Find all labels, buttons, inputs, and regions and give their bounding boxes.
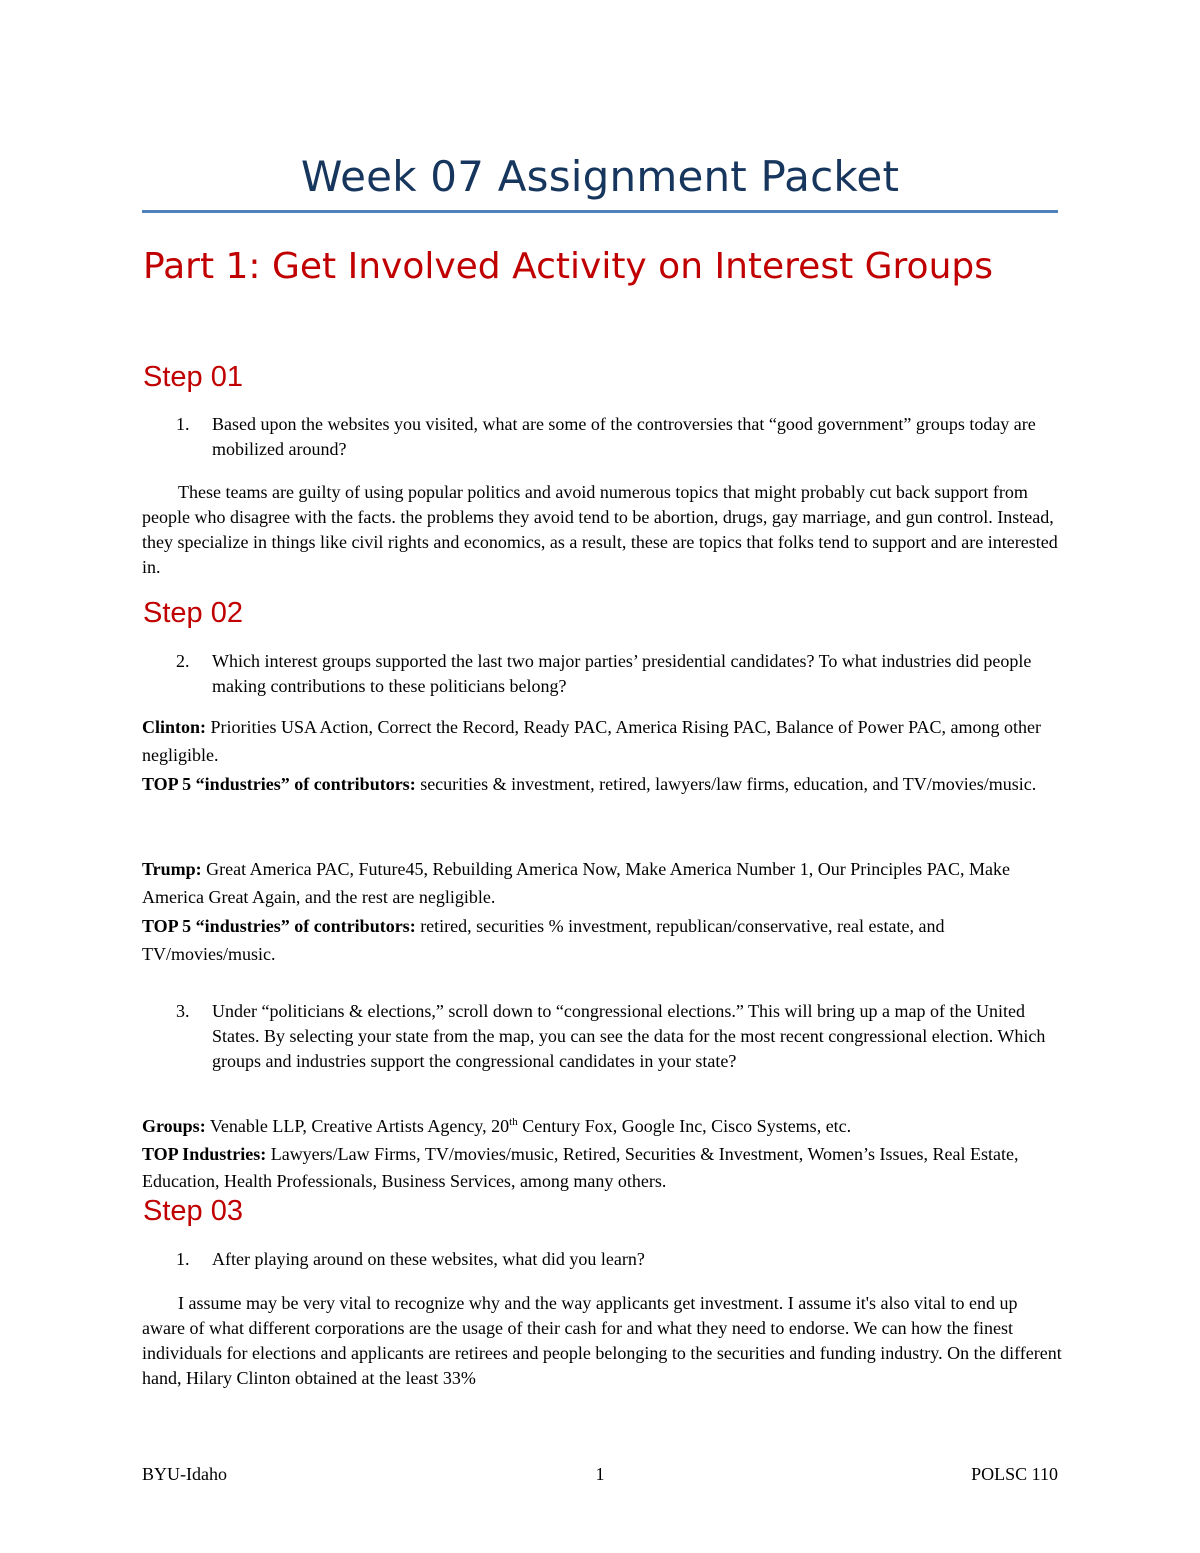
question-text: Under “politicians & elections,” scroll down to “congressional elections.” This will bring up a map of the United States. By selecting your state from the map, you can see the data for the most recent congressional election. Which groups and industries support the congressional candidates in your state? xyxy=(212,1001,1046,1071)
part1-heading: Part 1: Get Involved Activity on Interest Groups xyxy=(143,246,993,287)
clinton-groups xyxy=(142,713,1062,769)
trump-label: Trump: xyxy=(142,859,202,879)
page-title: Week 07 Assignment Packet xyxy=(300,152,900,201)
step01-answer: These teams are guilty of using popular politics and avoid numerous topics that might probably cut back support from people who disagree with the facts. the problems they avoid tend to be abortion, drugs, gay marriage, and gun control. Instead, they specialize in things like civil rights and economics, as a result, these are topics that folks tend to support and are interested in. xyxy=(142,482,1058,577)
step03-question-1 xyxy=(176,1247,1056,1272)
step03-answer: I assume may be very vital to recognize why and the way applicants get investment. I assume it's also vital to end up aware of what different corporations are the usage of their cash for and what they need to endorse. We can how the finest individuals for elections and applicants are retirees and people belonging to the securities and funding industry. On the different hand, Hilary Clinton obtained at the least 33% xyxy=(142,1293,1062,1388)
question-number: 3. xyxy=(176,1001,190,1021)
clinton-text: Priorities USA Action, Correct the Record, Ready PAC, America Rising PAC, Balance of Power PAC, among other negligible. xyxy=(142,717,1041,765)
trump-groups xyxy=(142,855,1062,911)
industries-label: TOP Industries: xyxy=(142,1144,267,1164)
question-text: Based upon the websites you visited, what are some of the controversies that “good government” groups today are mobilized around? xyxy=(212,414,1036,459)
groups-label: Groups: xyxy=(142,1116,206,1136)
step01-heading: Step 01 xyxy=(143,361,243,393)
trump-top5-industries xyxy=(142,912,1062,968)
question-number: 1. xyxy=(176,1249,190,1269)
groups-superscript: th xyxy=(509,1116,518,1128)
clinton-top5-text: securities & investment, retired, lawyers/law firms, education, and TV/movies/music. xyxy=(415,774,1037,794)
trump-top5-label: TOP 5 “industries” of contributors: xyxy=(142,916,416,936)
clinton-top5-industries xyxy=(142,770,1062,798)
congressional-groups xyxy=(142,1112,1062,1140)
clinton-label: Clinton: xyxy=(142,717,207,737)
question-number: 1. xyxy=(176,414,190,434)
question-text: Which interest groups supported the last two major parties’ presidential candidates? To what industries did people making contributions to these politicians belong? xyxy=(212,651,1032,696)
footer-right: POLSC 110 xyxy=(971,1464,1058,1484)
step01-question-1 xyxy=(176,412,1056,462)
footer-page-number: 1 xyxy=(595,1464,605,1484)
trump-top5-text: retired, securities % investment, republican/conservative, real estate, and TV/movies/music. xyxy=(142,916,945,964)
question-number: 2. xyxy=(176,651,190,671)
congressional-industries xyxy=(142,1141,1062,1195)
question-text: After playing around on these websites, what did you learn? xyxy=(212,1249,645,1269)
clinton-top5-label: TOP 5 “industries” of contributors: xyxy=(142,774,416,794)
title-underline xyxy=(142,210,1058,213)
trump-text: Great America PAC, Future45, Rebuilding America Now, Make America Number 1, Our Principles PAC, Make America Great Again, and the rest are negligible. xyxy=(142,859,1011,907)
industries-text: Lawyers/Law Firms, TV/movies/music, Retired, Securities & Investment, Women’s Issues, Real Estate, Education, Health Professionals, Business Services, among many others. xyxy=(142,1144,1019,1191)
groups-text-b: Century Fox, Google Inc, Cisco Systems, etc. xyxy=(517,1116,852,1136)
footer-left: BYU-Idaho xyxy=(142,1464,227,1484)
step02-question-2 xyxy=(176,649,1056,699)
step02-question-3 xyxy=(176,999,1056,1074)
step02-heading: Step 02 xyxy=(143,597,243,629)
step03-heading: Step 03 xyxy=(143,1195,243,1227)
groups-text-a: Venable LLP, Creative Artists Agency, 20 xyxy=(205,1116,510,1136)
